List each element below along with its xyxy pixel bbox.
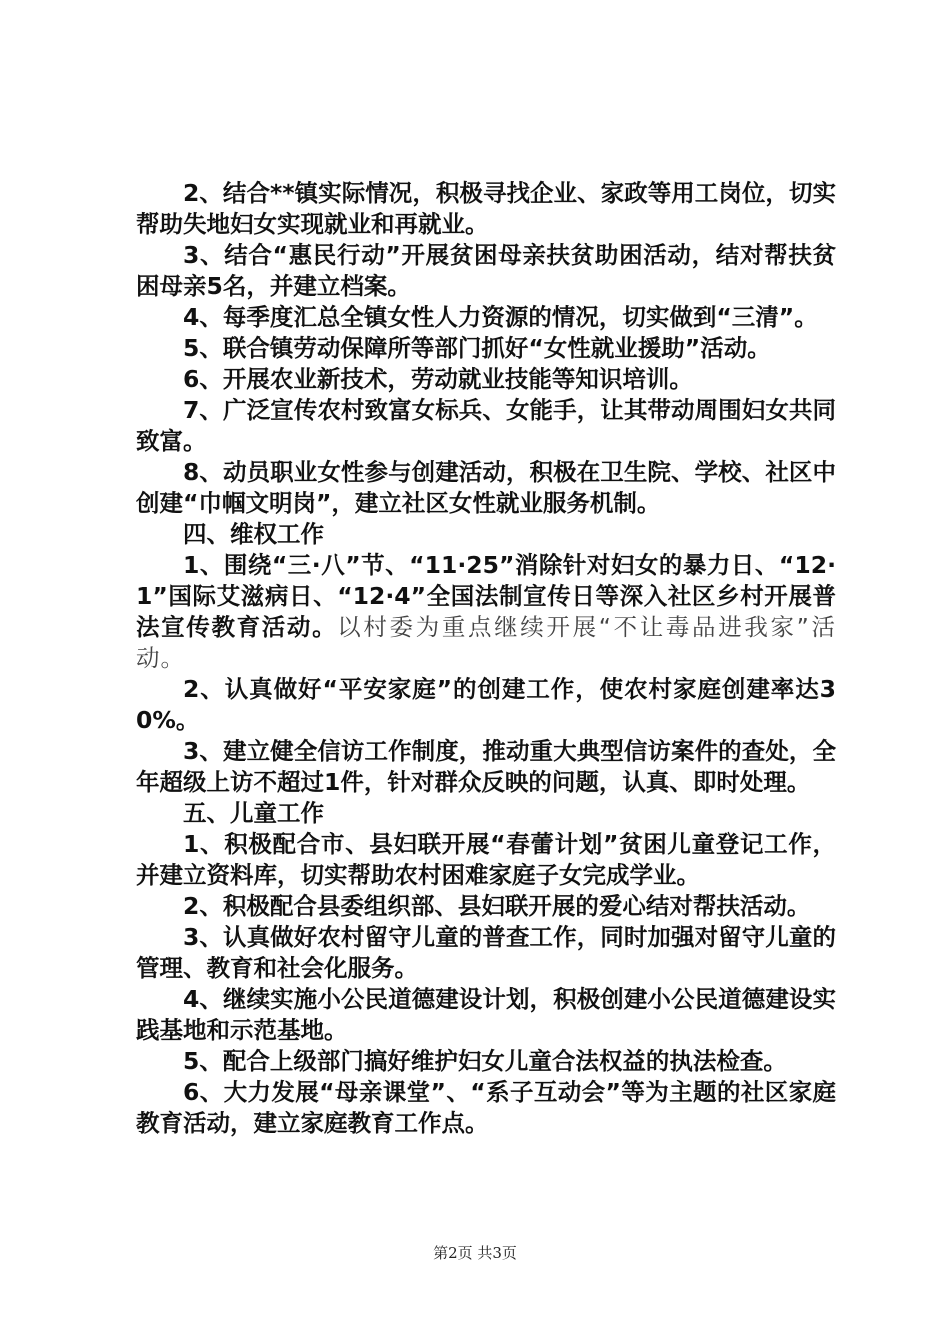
paragraph-children-1 — [136, 829, 836, 891]
paragraph-employment-3 — [136, 240, 836, 302]
paragraph-text: 1、积极配合市、县妇联开展“春蕾计划”贫困儿童登记工作，并建立资料库，切实帮助农村困难家庭子女完成学业。 — [136, 830, 836, 889]
paragraph-text: 6、大力发展“母亲课堂”、“系子互动会”等为主题的社区家庭教育活动，建立家庭教育工作点。 — [136, 1078, 836, 1137]
paragraph-children-6 — [136, 1077, 836, 1139]
heading-text: 四、维权工作 — [183, 520, 324, 548]
paragraph-text: 1、围绕“三·八”节、“11·25”消除针对妇女的暴力日、“12·1”国际艾滋病日、“12·4”全国法制宣传日等深入社区乡村开展普法宣传教育活动。 — [136, 551, 836, 641]
paragraph-text: 3、结合“惠民行动”开展贫困母亲扶贫助困活动，结对帮扶贫困母亲5名，并建立档案。 — [136, 241, 836, 300]
paragraph-rights-1 — [136, 550, 836, 674]
paragraph-text: 3、建立健全信访工作制度，推动重大典型信访案件的查处，全年超级上访不超过1件，针对群众反映的问题，认真、即时处理。 — [136, 737, 836, 796]
section-heading-children — [136, 798, 836, 829]
paragraph-text: 3、认真做好农村留守儿童的普查工作，同时加强对留守儿童的管理、教育和社会化服务。 — [136, 923, 836, 982]
paragraph-employment-4 — [136, 302, 836, 333]
paragraph-text: 5、联合镇劳动保障所等部门抓好“女性就业援助”活动。 — [183, 334, 771, 362]
paragraph-text: 4、每季度汇总全镇女性人力资源的情况，切实做到“三清”。 — [183, 303, 818, 331]
paragraph-rights-3 — [136, 736, 836, 798]
paragraph-children-3 — [136, 922, 836, 984]
paragraph-text: 7、广泛宣传农村致富女标兵、女能手，让其带动周围妇女共同致富。 — [136, 396, 836, 455]
paragraph-employment-6 — [136, 364, 836, 395]
paragraph-text: 5、配合上级部门搞好维护妇女儿童合法权益的执法检查。 — [183, 1047, 787, 1075]
paragraph-text-tail: 以村委为重点继续开展“不让毒品进我家”活动。 — [136, 613, 836, 672]
paragraph-employment-8 — [136, 457, 836, 519]
paragraph-employment-5 — [136, 333, 836, 364]
paragraph-children-2 — [136, 891, 836, 922]
paragraph-employment-2 — [136, 178, 836, 240]
page-number-footer: 第2页 共3页 — [433, 1244, 517, 1262]
paragraph-text: 4、继续实施小公民道德建设计划，积极创建小公民道德建设实践基地和示范基地。 — [136, 985, 836, 1044]
paragraph-children-5 — [136, 1046, 836, 1077]
heading-text: 五、儿童工作 — [183, 799, 324, 827]
paragraph-employment-7 — [136, 395, 836, 457]
paragraph-rights-2 — [136, 674, 836, 736]
paragraph-text: 2、积极配合县委组织部、县妇联开展的爱心结对帮扶活动。 — [183, 892, 811, 920]
document-body — [136, 178, 836, 1139]
section-heading-rights — [136, 519, 836, 550]
paragraph-text: 2、认真做好“平安家庭”的创建工作，使农村家庭创建率达30%。 — [136, 675, 836, 734]
paragraph-text: 8、动员职业女性参与创建活动，积极在卫生院、学校、社区中创建“巾帼文明岗”，建立社区女性就业服务机制。 — [136, 458, 836, 517]
paragraph-children-4 — [136, 984, 836, 1046]
paragraph-text: 2、结合**镇实际情况，积极寻找企业、家政等用工岗位，切实帮助失地妇女实现就业和再就业。 — [136, 179, 836, 238]
paragraph-text: 6、开展农业新技术，劳动就业技能等知识培训。 — [183, 365, 693, 393]
